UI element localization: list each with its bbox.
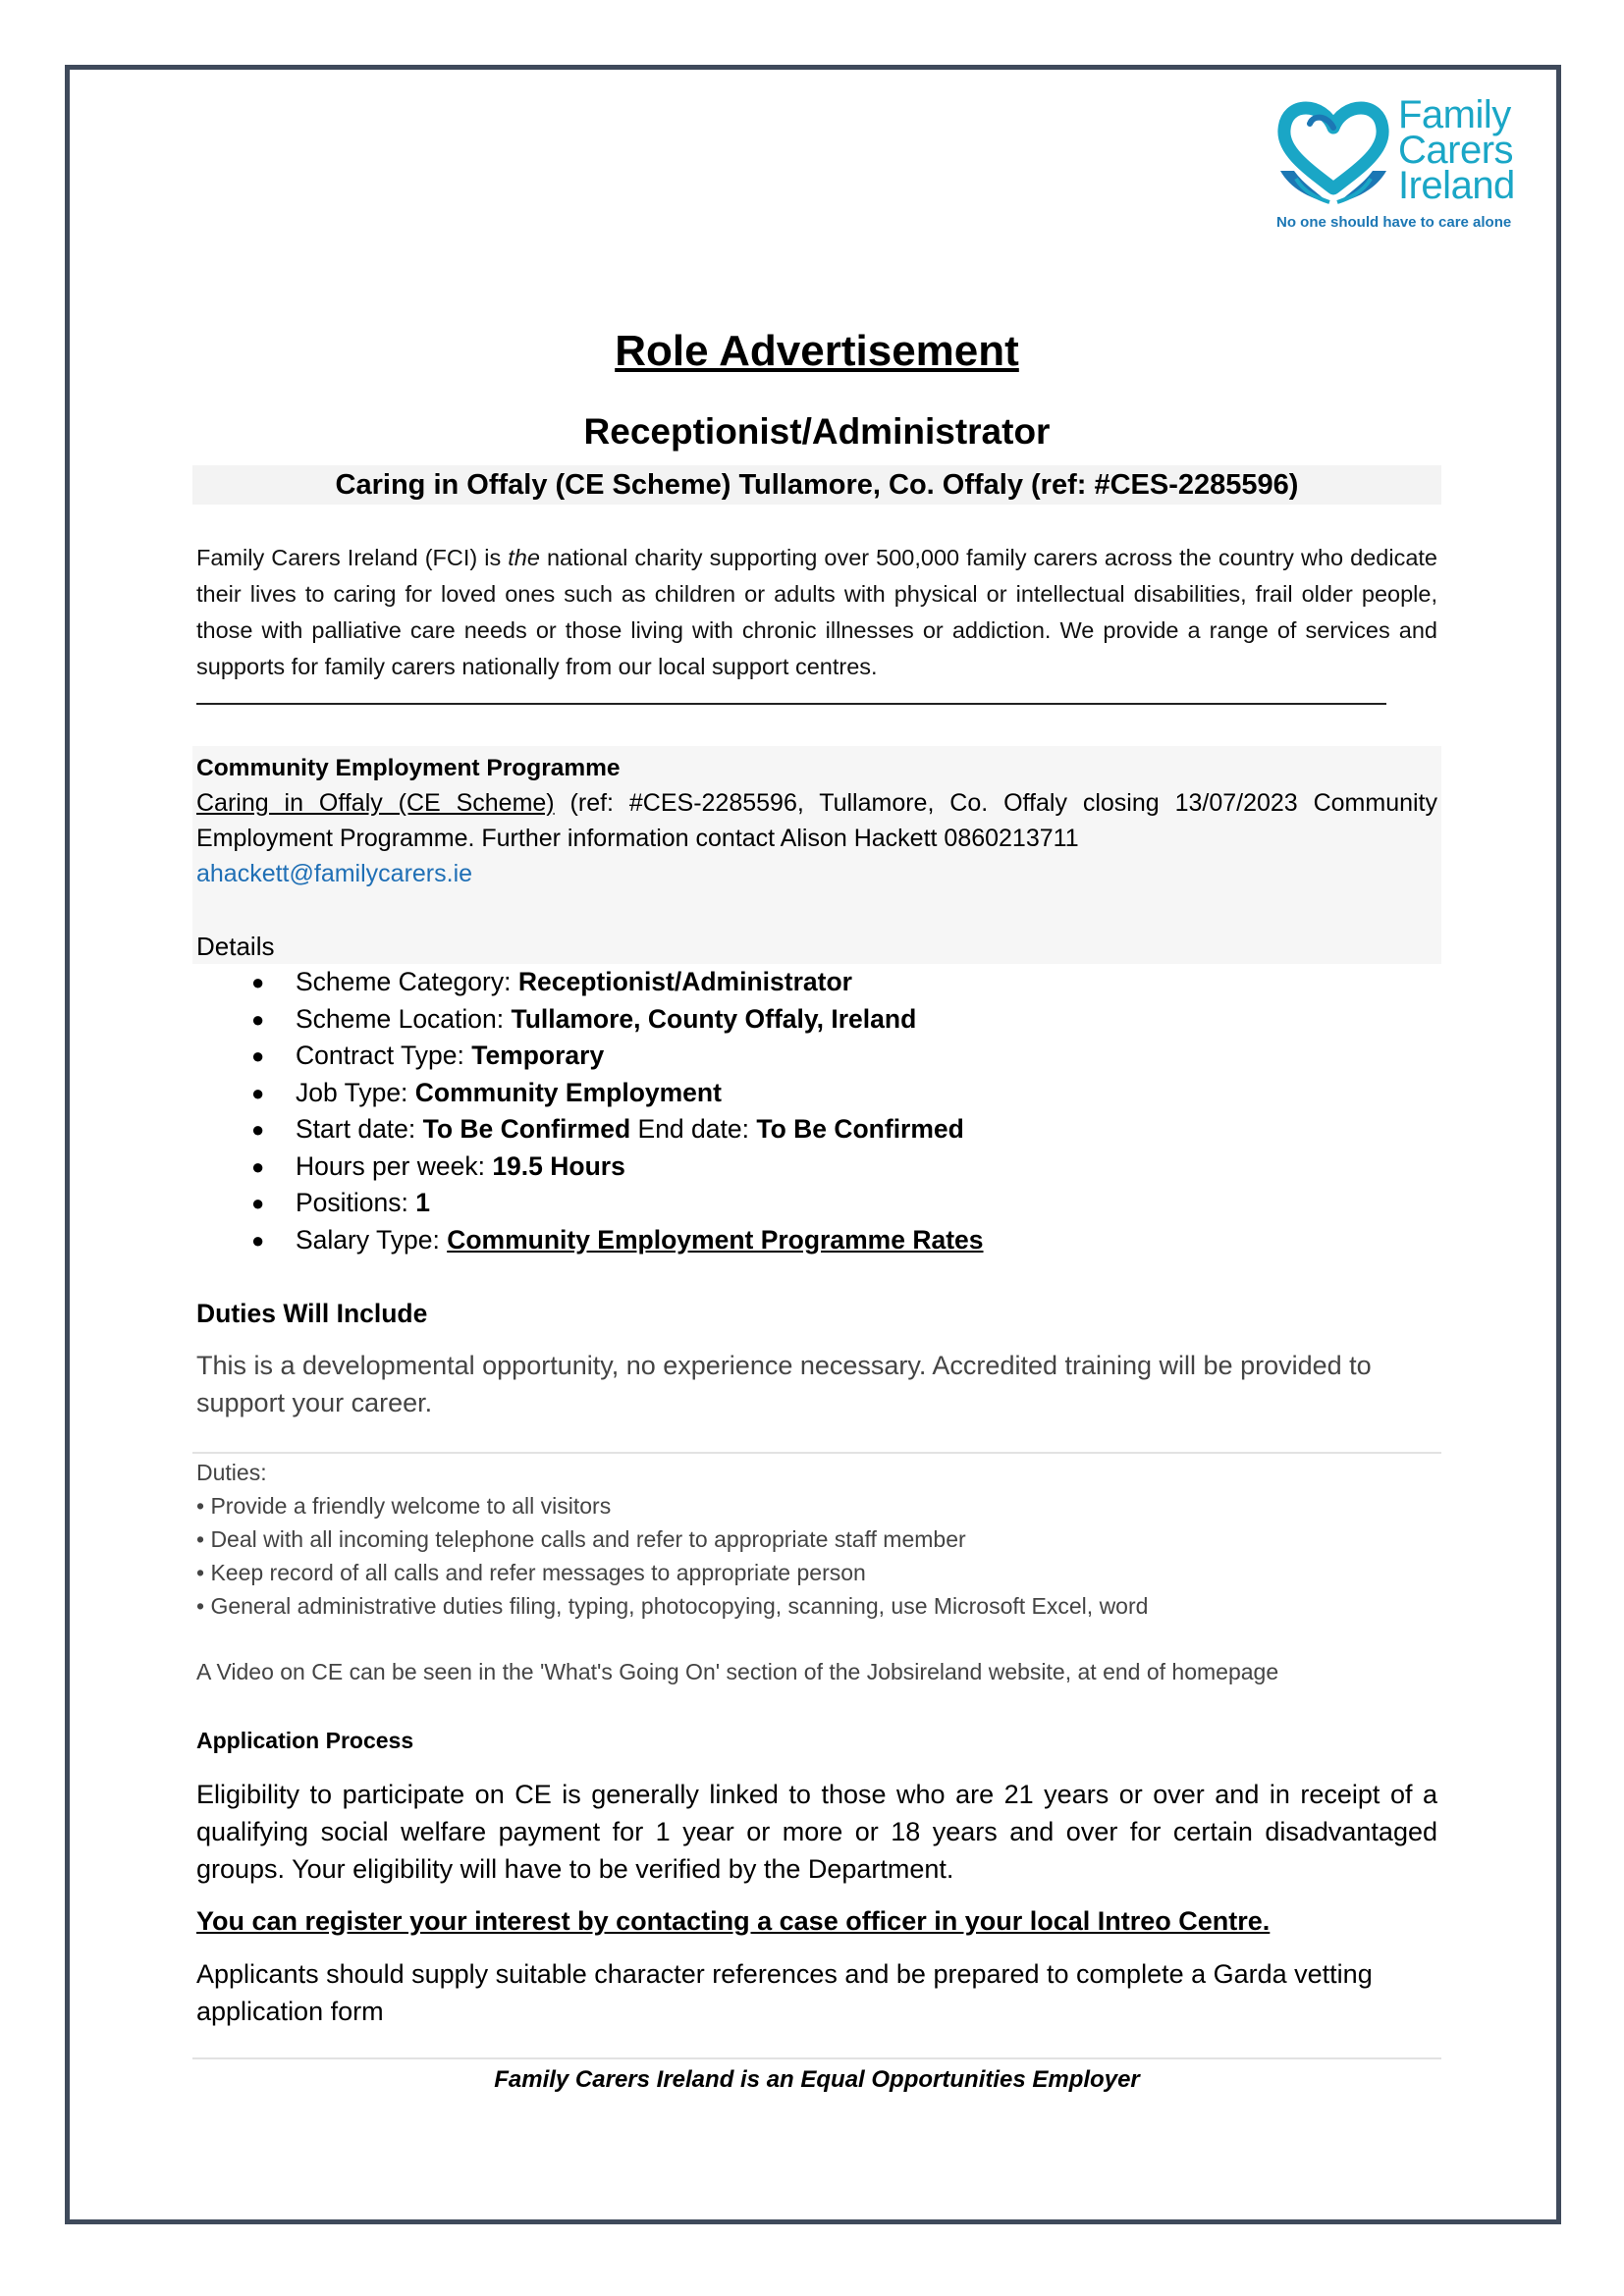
detail-value: 1 [415, 1188, 431, 1217]
role-subtitle: Receptionist/Administrator [583, 411, 1051, 452]
ce-programme-heading: Community Employment Programme [196, 755, 621, 781]
ce-scheme-link[interactable]: Caring in Offaly (CE Scheme) [196, 789, 555, 817]
logo-word-family: Family [1398, 93, 1511, 136]
detail-value: To Be Confirmed [422, 1114, 631, 1144]
list-item [196, 1222, 984, 1259]
logo-word-ireland: Ireland [1398, 164, 1515, 207]
detail-label: Scheme Category: [296, 967, 518, 996]
duties-intro: This is a developmental opportunity, no experience necessary. Accredited training will be provided to support your career. [196, 1351, 1372, 1417]
intro-text-2: national charity supporting over 500,000 family carers across the country who dedicate their lives to caring for loved ones such as children or adults with physical or intellectual disabilities, frail older people, those with palliative care needs or those living with chronic illnesses or addiction. We provide a range of services and supports for family carers nationally from our local support centres. [196, 545, 1437, 679]
video-note: A Video on CE can be seen in the 'What's Going On' section of the Jobsireland website, at end of homepage [196, 1659, 1279, 1684]
intro-paragraph [196, 540, 1437, 685]
bullet-icon: ● [251, 970, 265, 994]
divider [192, 1452, 1441, 1454]
bullet-icon: ● [251, 1153, 265, 1179]
list-item: • General administrative duties filing, typing, photocopying, scanning, use Microsoft Excel, word [196, 1593, 1149, 1619]
details-list [196, 964, 984, 1258]
bullet-icon: ● [251, 1227, 265, 1253]
bullet-icon: ● [251, 1043, 265, 1068]
references-paragraph: Applicants should supply suitable character references and be prepared to complete a Garda vetting application form [196, 1959, 1373, 2026]
detail-value: Receptionist/Administrator [517, 967, 852, 996]
logo-word-carers: Carers [1398, 129, 1514, 172]
detail-label: Start date: [296, 1114, 423, 1144]
reference-line: Caring in Offaly (CE Scheme) Tullamore, Co. Offaly (ref: #CES-2285596) [192, 465, 1441, 505]
family-carers-ireland-logo [1274, 94, 1542, 240]
heart-hands-icon [1274, 94, 1392, 210]
detail-label: End date: [630, 1114, 757, 1144]
bullet-icon: ● [251, 1191, 265, 1215]
list-item: • Deal with all incoming telephone calls and refer to appropriate staff member [196, 1526, 966, 1552]
duties-list [196, 1456, 1148, 1623]
list-item [196, 1038, 984, 1075]
list-item: • Keep record of all calls and refer messages to appropriate person [196, 1560, 866, 1585]
list-item [196, 1111, 984, 1148]
detail-label: Salary Type: [296, 1224, 448, 1255]
intro-text-1: Family Carers Ireland (FCI) is [196, 545, 509, 570]
contact-email-link[interactable]: ahackett@familycarers.ie [196, 860, 473, 887]
equal-opportunities-footer: Family Carers Ireland is an Equal Opportunities Employer [494, 2066, 1140, 2093]
detail-value: To Be Confirmed [756, 1114, 964, 1144]
detail-label: Contract Type: [296, 1041, 472, 1070]
detail-label: Job Type: [296, 1077, 415, 1107]
detail-value: Tullamore, County Offaly, Ireland [511, 1003, 917, 1034]
details-label: Details [196, 932, 275, 961]
ce-programme-details: (ref: #CES-2285596, Tullamore, Co. Offaly closing 13/07/2023 Community Employment Programme. Further information contact Alison Hackett 0860213711 [196, 789, 1437, 852]
list-item [196, 1075, 984, 1112]
list-item: • Provide a friendly welcome to all visitors [196, 1493, 612, 1519]
separator-line [196, 703, 1386, 705]
bullet-icon: ● [251, 1117, 265, 1142]
application-heading: Application Process [196, 1728, 414, 1753]
duties-label: Duties: [196, 1460, 267, 1485]
duties-heading: Duties Will Include [196, 1299, 428, 1328]
salary-rates-link[interactable]: Community Employment Programme Rates [447, 1224, 984, 1255]
register-interest-text: You can register your interest by contacting a case officer in your local Intreo Centre. [196, 1906, 1271, 1936]
bullet-icon: ● [251, 1080, 265, 1105]
bullet-icon: ● [251, 1006, 265, 1032]
detail-value: Community Employment [414, 1077, 722, 1107]
logo-tagline: No one should have to care alone [1276, 214, 1512, 231]
list-item [196, 1185, 984, 1222]
detail-label: Hours per week: [296, 1150, 493, 1181]
detail-value: Temporary [471, 1041, 605, 1070]
divider [192, 2057, 1441, 2059]
detail-label: Positions: [296, 1188, 416, 1217]
detail-value: 19.5 Hours [492, 1150, 625, 1181]
list-item [196, 1148, 984, 1186]
page-title: Role Advertisement [615, 327, 1019, 375]
list-item [196, 1001, 984, 1039]
detail-label: Scheme Location: [296, 1003, 512, 1034]
intro-emphasis: the [508, 545, 540, 570]
ce-programme-text [196, 785, 1437, 856]
eligibility-paragraph: Eligibility to participate on CE is generally linked to those who are 21 years or over and in receipt of a qualifying social welfare payment for 1 year or more or 18 years and over for certain disadvantaged groups. Your eligibility will have to be verified by the Department. [196, 1780, 1437, 1884]
list-item [196, 964, 984, 1001]
